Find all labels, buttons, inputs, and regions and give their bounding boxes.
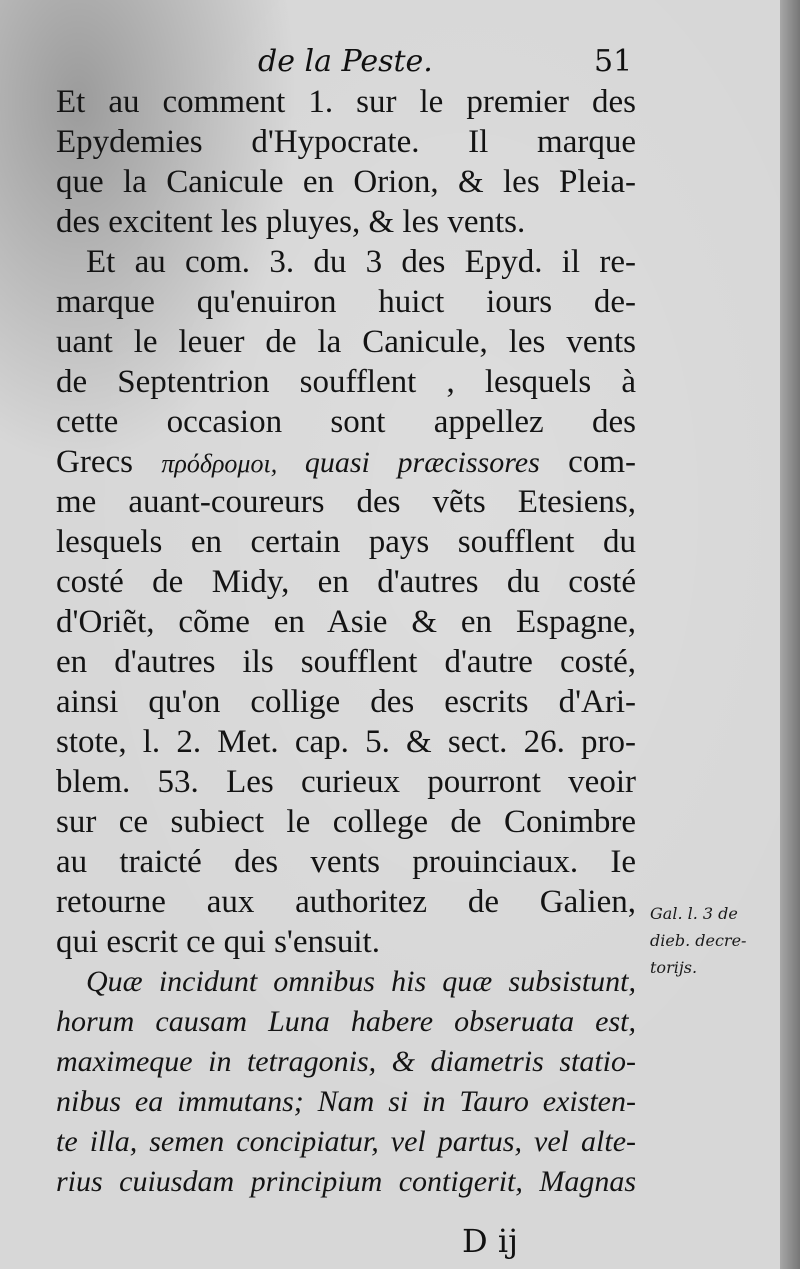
text-line: me auant-coureurs des vẽts Etesiens, (56, 484, 636, 520)
greek-word: πρόδρομοι, (161, 449, 278, 478)
quote-line: nibus ea immutans; Nam si in Tauro existen- (56, 1085, 636, 1118)
text-line: qui escrit ce qui s'ensuit. (56, 924, 380, 960)
text-line: Et au com. 3. du 3 des Epyd. il re- (86, 244, 636, 280)
text-line: stote, l. 2. Met. cap. 5. & sect. 26. pro- (56, 724, 636, 760)
text-line: retourne aux authoritez de Galien, (56, 884, 636, 920)
text-line: en d'autres ils soufflent d'autre costé, (56, 644, 636, 680)
text-line: lesquels en certain pays soufflent du (56, 524, 636, 560)
text-line: sur ce subiect le college de Conimbre (56, 804, 636, 840)
page-number: 51 (594, 44, 633, 79)
text-line: Et au comment 1. sur le premier des (56, 84, 636, 120)
text-line: Epydemies d'Hypocrate. Il marque (56, 124, 636, 160)
text-line: d'Oriẽt, cõme en Asie & en Espagne, (56, 604, 636, 640)
marginal-note-line: torijs. (650, 958, 698, 977)
text-run: com- (539, 444, 636, 480)
quote-line: maximeque in tetragonis, & diametris statio- (56, 1045, 636, 1078)
running-title: de la Peste. (258, 44, 433, 79)
quote-line: horum causam Luna habere obseruata est, (56, 1005, 636, 1038)
marginal-note (650, 900, 762, 981)
text-run: Grecs (56, 444, 162, 480)
text-line: costé de Midy, en d'autres du costé (56, 564, 636, 600)
page-edge-shadow (780, 0, 800, 1269)
latin-phrase: quasi præcissores (277, 446, 540, 479)
signature-mark: D ij (462, 1222, 518, 1260)
text-line: que la Canicule en Orion, & les Pleia- (56, 164, 636, 200)
text-line: ainsi qu'on collige des escrits d'Ari- (56, 684, 636, 720)
text-line: des excitent les pluyes, & les vents. (56, 204, 526, 240)
text-line: de Septentrion soufflent , lesquels à (56, 364, 636, 400)
quote-line: Quæ incidunt omnibus his quæ subsistunt, (86, 965, 636, 998)
quote-line: rius cuiusdam principium contigerit, Magnas (56, 1165, 636, 1198)
text-line: marque qu'enuiron huict iours de- (56, 284, 636, 320)
marginal-note-line: dieb. decre- (650, 931, 747, 950)
text-line: au traicté des vents prouinciaux. Ie (56, 844, 636, 880)
main-text-block (56, 82, 636, 1202)
marginal-note-line: Gal. l. 3 de (650, 904, 738, 923)
text-line: cette occasion sont appellez des (56, 404, 636, 440)
quote-line: te illa, semen concipiatur, vel partus, vel alte- (56, 1125, 636, 1158)
text-line: blem. 53. Les curieux pourront veoir (56, 764, 636, 800)
text-line-greek (56, 442, 636, 482)
text-line: uant le leuer de la Canicule, les vents (56, 324, 636, 360)
